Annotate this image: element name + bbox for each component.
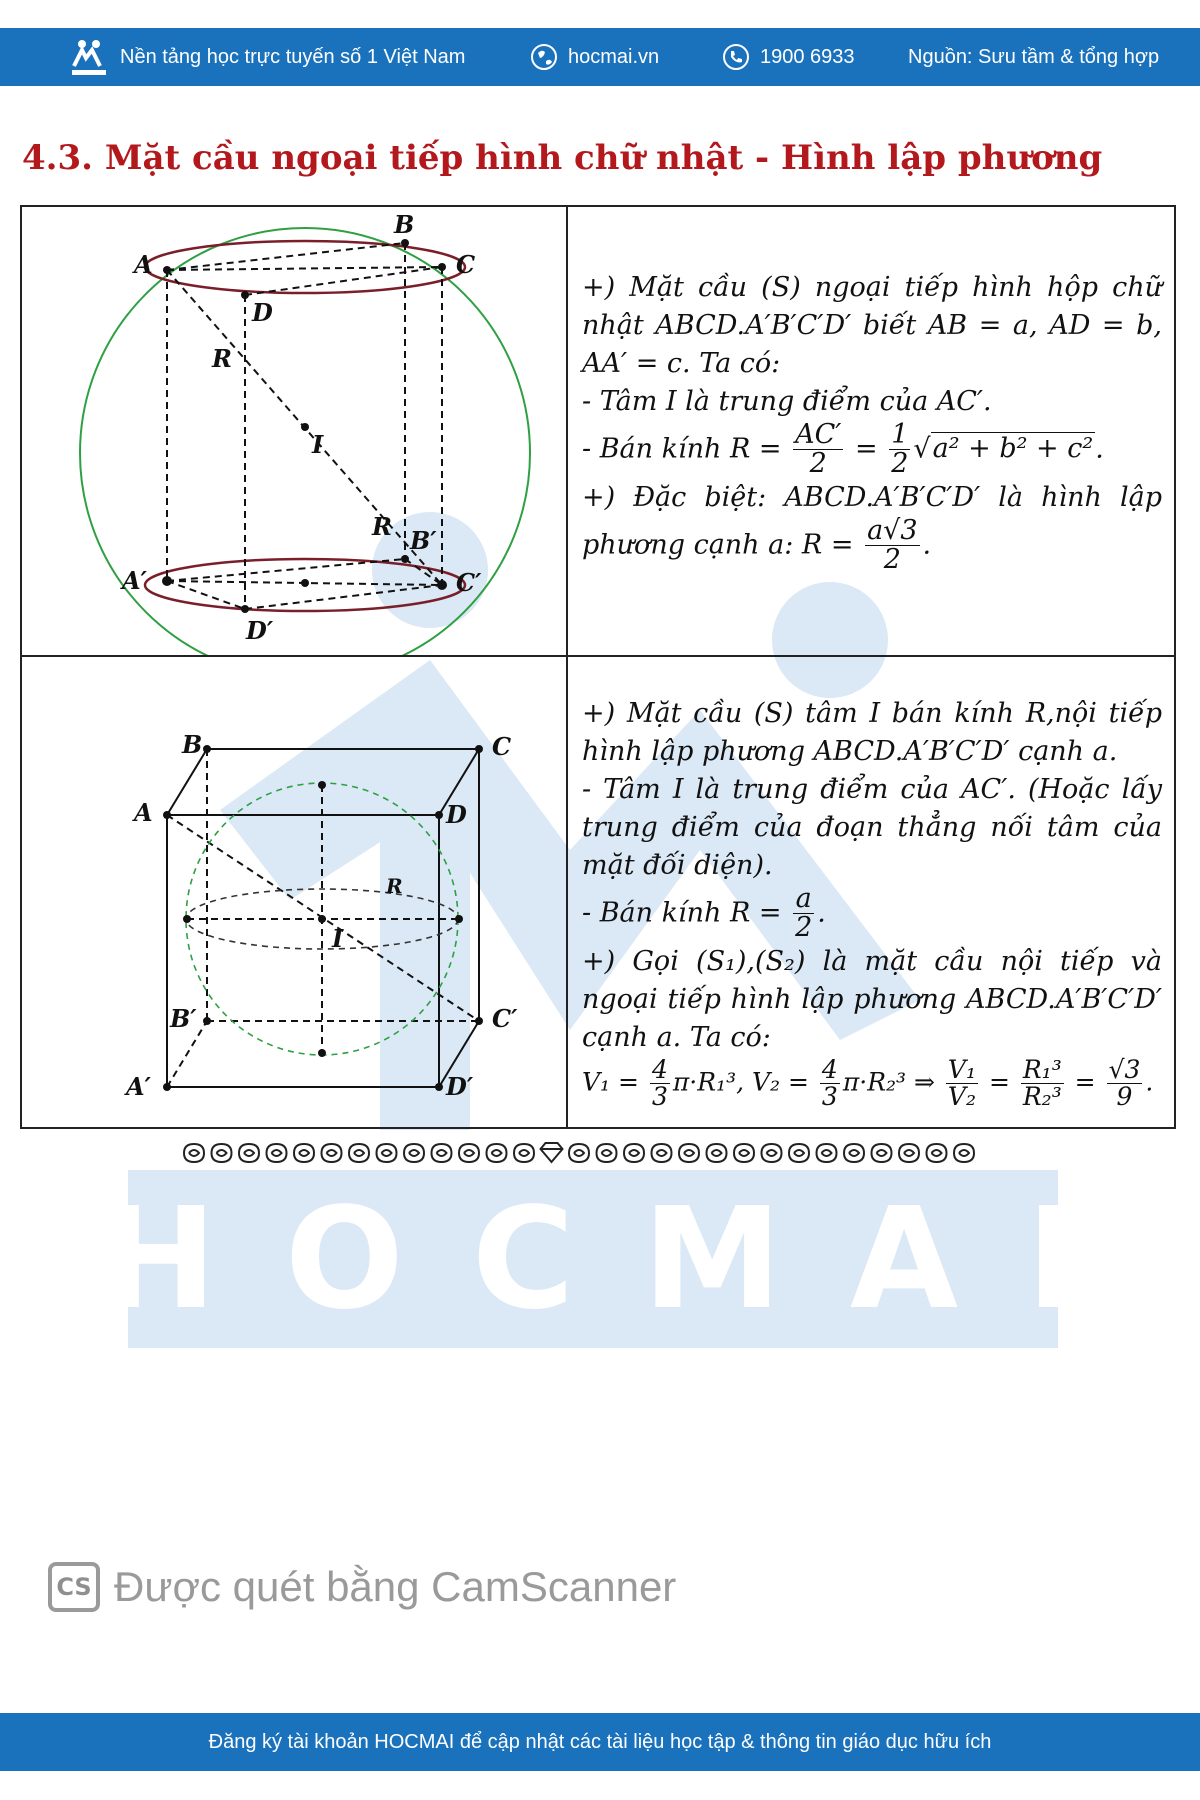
- fig2-label-R: R: [386, 874, 403, 898]
- cell2-line5-volumes: [582, 1054, 1162, 1111]
- knot-ornament-icon: [872, 1144, 892, 1162]
- fraction-root3-over-9: $\frac{√3}{9}$: [1108, 1054, 1141, 1111]
- pi-r2: π·R₂³ ⇒: [842, 1066, 935, 1096]
- equals-sign: =: [855, 433, 878, 465]
- knot-ornament-icon: [707, 1144, 727, 1162]
- footer-text: Đăng ký tài khoản HOCMAI để cập nhật các tài liệu học tập & thông tin giáo dục hữu ích: [208, 1730, 992, 1753]
- table-column-divider: [566, 207, 568, 1127]
- brand: [68, 28, 465, 86]
- header-bar: [0, 28, 1200, 86]
- header-tagline: Nền tảng học trực tuyến số 1 Việt Nam: [120, 45, 466, 68]
- knot-ornament-icon: [844, 1144, 864, 1162]
- source-label: Nguồn: Sưu tầm & tổng hợp: [908, 45, 1160, 68]
- hocmai-logo-icon: [68, 36, 110, 78]
- equals-sign: =: [988, 1066, 1010, 1096]
- fig1-label-B-prime: B′: [410, 526, 437, 555]
- equals-sign: =: [1074, 1066, 1096, 1096]
- knot-ornament-icon: [762, 1144, 782, 1162]
- knot-ornament-icon: [789, 1144, 809, 1162]
- fraction-r1-r2: $\frac{\text{R₁³}}{\text{R₂³}}$: [1022, 1054, 1062, 1111]
- knot-ornament-icon: [404, 1144, 424, 1162]
- knot-ornament-icon: [322, 1144, 342, 1162]
- ornament-divider: [180, 1140, 990, 1166]
- cell1-text: [582, 269, 1162, 574]
- knot-ornament-icon: [294, 1144, 314, 1162]
- knot-ornament-icon: [377, 1144, 397, 1162]
- figure-inscribed-cube: [22, 657, 566, 1129]
- globe-icon: [530, 43, 558, 71]
- fig2-label-D: D: [446, 800, 467, 829]
- fig1-label-I: I: [312, 430, 324, 459]
- camscanner-text: Được quét bằng CamScanner: [114, 1563, 677, 1610]
- knot-ornament-icon: [734, 1144, 754, 1162]
- fig1-label-R-top: R: [212, 344, 232, 373]
- fig1-label-A: A: [134, 250, 153, 279]
- cell1-line1: +) Mặt cầu (S) ngoại tiếp hình hộp chữ nhật ABCD.A′B′C′D′ biết AB = a, AD = b, AA′ = c. Ta có:: [582, 272, 1162, 379]
- fig2-label-A-prime: A′: [126, 1072, 151, 1101]
- camscanner-watermark: [48, 1562, 676, 1612]
- header-website[interactable]: [530, 28, 659, 86]
- fraction-one-half: $\frac{1}{2}$: [891, 419, 909, 480]
- fig1-label-B: B: [394, 210, 415, 239]
- knot-ornament-icon: [459, 1144, 479, 1162]
- fig1-label-D: D: [252, 298, 273, 327]
- cell2-radius-prefix: - Bán kính R =: [582, 897, 782, 929]
- phone-icon: [722, 43, 750, 71]
- fraction-v1-v2: $\frac{\text{V₁}}{\text{V₂}}$: [947, 1054, 976, 1111]
- knot-ornament-icon: [954, 1144, 974, 1162]
- fraction-a-over-2: $\frac{a}{2}$: [795, 883, 813, 944]
- header-phone[interactable]: [722, 28, 855, 86]
- figure-circumscribed-cuboid: [22, 207, 566, 655]
- watermark-text-box: [99, 1170, 1147, 1348]
- fig1-label-A-prime: A′: [122, 566, 147, 595]
- fig2-label-C: C: [492, 732, 512, 761]
- pi-r1: π·R₁³, V₂ =: [672, 1066, 809, 1096]
- knot-ornament-icon: [679, 1144, 699, 1162]
- camscanner-logo-icon: CS: [48, 1562, 100, 1612]
- knot-ornament-icon: [624, 1144, 644, 1162]
- fraction-a-root3-over-2: $\frac{a√3}{2}$: [867, 514, 918, 576]
- v1-label: V₁ =: [582, 1066, 639, 1096]
- knot-ornament-icon: [212, 1144, 232, 1162]
- section-title: 4.3. Mặt cầu ngoại tiếp hình chữ nhật - Hình lập phương: [22, 138, 1103, 178]
- cell2-line1: +) Mặt cầu (S) tâm I bán kính R,nội tiếp hình lập phương ABCD.A′B′C′D′ cạnh a.: [582, 698, 1162, 767]
- knot-ornament-icon: [184, 1144, 204, 1162]
- knot-ornament-icon: [817, 1144, 837, 1162]
- period: .: [817, 897, 826, 929]
- sqrt-body: a² + b² + c²: [932, 433, 1094, 465]
- website-label: hocmai.vn: [568, 45, 660, 68]
- fig1-label-C: C: [456, 250, 476, 279]
- knot-ornament-icon: [597, 1144, 617, 1162]
- phone-label: 1900 6933: [760, 45, 855, 68]
- content-table: [20, 205, 1176, 1129]
- cell1-special-case: +) Đặc biệt: ABCD.A′B′C′D′ là hình lập phương cạnh a: R =: [582, 481, 1162, 561]
- cell1-line2: - Tâm I là trung điểm của AC′.: [582, 386, 992, 417]
- sqrt-sign: √: [913, 433, 931, 465]
- header-source: [908, 28, 1159, 86]
- knot-ornament-icon: [267, 1144, 287, 1162]
- knot-ornament-icon: [569, 1144, 589, 1162]
- fig1-label-R-bottom: R: [372, 512, 392, 541]
- knot-ornament-icon: [927, 1144, 947, 1162]
- knot-ornament-icon: [899, 1144, 919, 1162]
- knot-ornament-icon: [514, 1144, 534, 1162]
- diamond-ornament-icon: [541, 1143, 563, 1162]
- knot-ornament-icon: [652, 1144, 672, 1162]
- fraction-ac-over-2: $\frac{AC'}{2}$: [795, 419, 842, 480]
- knot-ornament-icon: [349, 1144, 369, 1162]
- fig1-label-D-prime: D′: [246, 616, 274, 645]
- cell2-text: [582, 695, 1162, 1110]
- fig2-label-C-prime: C′: [492, 1004, 518, 1033]
- knot-ornament-icon: [487, 1144, 507, 1162]
- fig2-label-A: A: [134, 798, 153, 827]
- knot-ornament-icon: [432, 1144, 452, 1162]
- fraction-four-thirds: $\frac{4}{3}$: [651, 1054, 668, 1111]
- cell2-line3: [582, 885, 1162, 943]
- period: .: [1145, 1066, 1154, 1096]
- fig2-label-I: I: [332, 924, 344, 953]
- fig2-label-D-prime: D′: [446, 1072, 474, 1101]
- fig2-label-B: B: [182, 730, 203, 759]
- cell1-radius-prefix: - Bán kính R =: [582, 433, 782, 465]
- cell1-line3: [582, 421, 1162, 479]
- period: .: [922, 529, 932, 561]
- cell1-line4: [582, 479, 1162, 575]
- cell2-line4: +) Gọi (S₁),(S₂) là mặt cầu nội tiếp và ngoại tiếp hình lập phương ABCD.A′B′C′D′ cạnh a. Ta có:: [582, 945, 1162, 1053]
- fraction-four-thirds-2: $\frac{4}{3}$: [821, 1054, 838, 1111]
- fig2-label-B-prime: B′: [170, 1004, 197, 1033]
- period: .: [1095, 433, 1104, 465]
- cell2-line2: - Tâm I là trung điểm của AC′. (Hoặc lấy trung điểm của đoạn thẳng nối tâm của mặt đối diện).: [582, 774, 1162, 881]
- watermark-text: HOCMAI: [99, 1177, 1147, 1341]
- knot-ornament-icon: [239, 1144, 259, 1162]
- fig1-label-C-prime: C′: [456, 568, 482, 597]
- footer-bar: [0, 1713, 1200, 1771]
